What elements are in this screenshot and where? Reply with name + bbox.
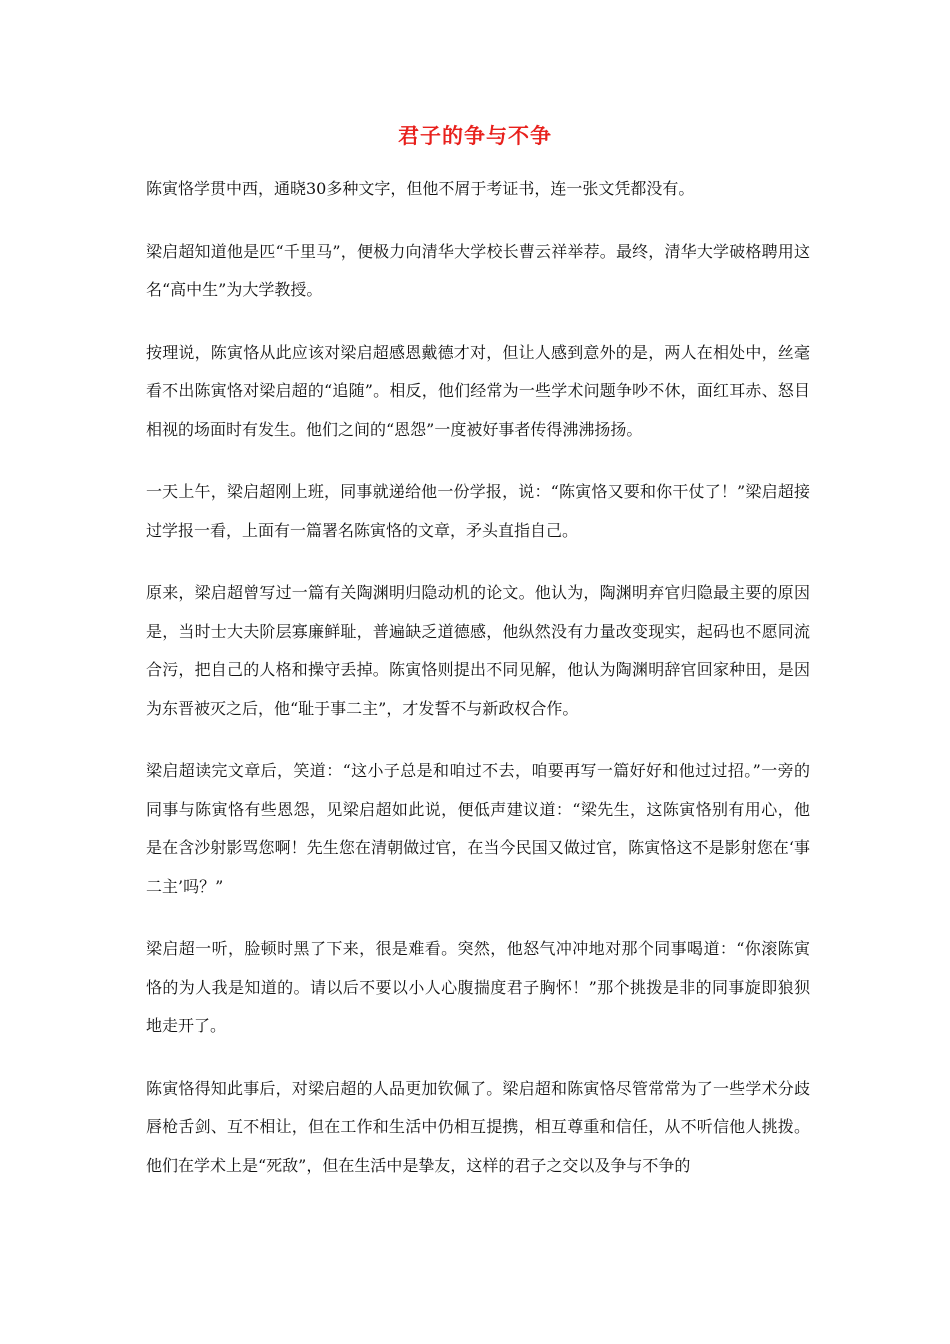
paragraph-1: 陈寅恪学贯中西，通晓30多种文字，但他不屑于考证书，连一张文凭都没有。 xyxy=(146,179,695,198)
paragraph-7: 梁启超一听，脸顿时黑了下来，很是难看。突然，他怒气冲冲地对那个同事喝道：“你滚陈寅恪的为人我是知道的。请以后不要以小人心腹揣度君子胸怀！”那个挑拨是非的同事旋即狼狈地走开了。 xyxy=(146,939,810,1035)
paragraph-2: 梁启超知道他是匹“千里马”，便极力向清华大学校长曹云祥举荐。最终，清华大学破格聘用这名“高中生”为大学教授。 xyxy=(146,241,810,299)
document-title: 君子的争与不争 xyxy=(398,124,552,148)
paragraph-5: 原来，梁启超曾写过一篇有关陶渊明归隐动机的论文。他认为，陶渊明弃官归隐最主要的原因是，当时士大夫阶层寡廉鲜耻，普遍缺乏道德感，他纵然没有力量改变现实，起码也不愿同流合污，把自己的人格和操守丢掉。陈寅恪则提出不同见解，他认为陶渊明辞官回家种田，是因为东晋被灭之后，他“耻于事二主”，才发誓不与新政权合作。 xyxy=(146,583,810,718)
paragraph-3: 按理说，陈寅恪从此应该对梁启超感恩戴德才对，但让人感到意外的是，两人在相处中，丝毫看不出陈寅恪对梁启超的“追随”。相反，他们经常为一些学术问题争吵不休，面红耳赤、怒目相视的场面时有发生。他们之间的“恩怨”一度被好事者传得沸沸扬扬。 xyxy=(146,342,810,439)
paragraph-4: 一天上午，梁启超刚上班，同事就递给他一份学报，说：“陈寅恪又要和你干仗了！”梁启超接过学报一看，上面有一篇署名陈寅恪的文章，矛头直指自己。 xyxy=(146,482,810,540)
paragraph-6: 梁启超读完文章后，笑道：“这小子总是和咱过不去，咱要再写一篇好好和他过过招。”一旁的同事与陈寅恪有些恩怨，见梁启超如此说，便低声建议道：“梁先生，这陈寅恪别有用心，他是在含沙射影骂您啊！先生您在清朝做过官，在当今民国又做过官，陈寅恪这不是影射您在‘事二主’吗？” xyxy=(146,761,810,896)
paragraph-8: 陈寅恪得知此事后，对梁启超的人品更加钦佩了。梁启超和陈寅恪尽管常常为了一些学术分歧唇枪舌剑、互不相让，但在工作和生活中仍相互提携，相互尊重和信任，从不听信他人挑拨。他们在学术上是“死敌”，但在生活中是挚友，这样的君子之交以及争与不争的 xyxy=(146,1078,810,1175)
document-body xyxy=(146,170,810,1209)
